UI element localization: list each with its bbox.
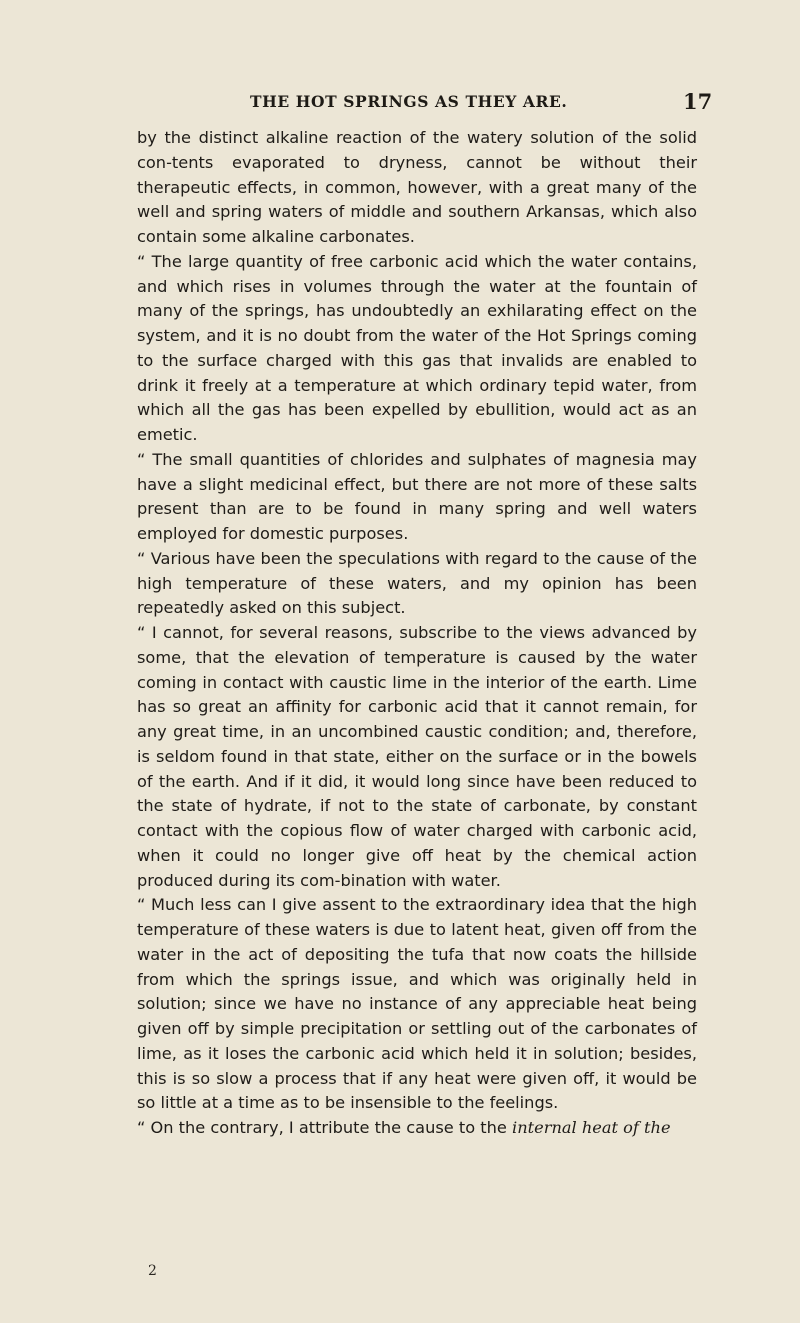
paragraph: by the distinct alkaline reaction of the watery solution of the solid con-tents evaporated to dryness, cannot be without their therapeutic effects, in common, however, with a great many of the well and spring waters of middle and southern Arkansas, which also contain some alkaline carbonates. xyxy=(137,128,697,246)
running-title: THE HOT SPRINGS AS THEY ARE. xyxy=(250,92,568,111)
running-head xyxy=(0,88,800,118)
body-text xyxy=(137,126,697,1141)
paragraph: “ Various have been the speculations with regard to the cause of the high temperature of these waters, and my opinion has been repeatedly asked on this subject. xyxy=(137,548,697,618)
paragraph: “ I cannot, for several reasons, subscribe to the views advanced by some, that the elevation of temperature is caused by the water coming in contact with caustic lime in the interior of the earth. Lime has so great an affinity for carbonic acid that it cannot remain, for any great time, in an uncombined caustic condition; and, therefore, is seldom found in that state, either on the surface or in the bowels of the earth. And if it did, it would long since have been reduced to the state of hydrate, if not to the state of carbonate, by constant contact with the copious flow of water charged with carbonic acid, when it could no longer give off heat by the chemical action produced during its com-bination with water. xyxy=(137,623,697,890)
paragraph: “ Much less can I give assent to the extraordinary idea that the high temperature of these waters is due to latent heat, given off from the water in the act of depositing the tufa that now coats the hillside from which the springs issue, and which was originally held in solution; since we have no instance of any appreciable heat being given off by simple precipitation or settling out of the carbonates of lime, as it loses the carbonic acid which held it in solution; besides, this is so slow a process that if any heat were given off, it would be so little at a time as to be insensible to the feelings. xyxy=(137,895,697,1113)
final-paragraph-lead: “ On the contrary, I attribute the cause to the xyxy=(137,1118,513,1137)
final-paragraph xyxy=(137,1116,697,1141)
signature-mark: 2 xyxy=(148,1263,157,1279)
page-number: 17 xyxy=(683,89,713,114)
final-paragraph-italic: internal heat of the xyxy=(512,1118,671,1137)
paragraph: “ The large quantity of free carbonic acid which the water contains, and which rises in volumes through the water at the fountain of many of the springs, has undoubtedly an exhilarating effect on the system, and it is no doubt from the water of the Hot Springs coming to the surface charged with this gas that invalids are enabled to drink it freely at a temperature at which ordinary tepid water, from which all the gas has been expelled by ebullition, would act as an emetic. xyxy=(137,251,697,444)
paragraph: “ The small quantities of chlorides and sulphates of magnesia may have a slight medicinal effect, but there are not more of these salts present than are to be found in many spring and well waters employed for domestic purposes. xyxy=(137,449,697,543)
